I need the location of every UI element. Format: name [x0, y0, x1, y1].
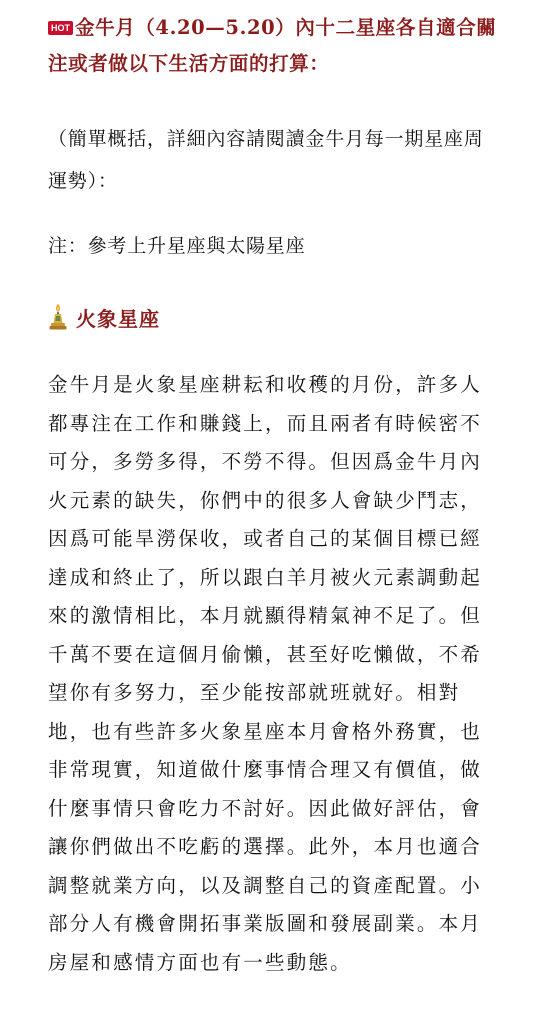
note-paragraph: 注：參考上升星座與太陽星座 — [48, 235, 306, 257]
headline-suffix: ）內十二星座各自適合關注或者做以下生活方面的打算： — [48, 16, 497, 75]
section-title-text: 火象星座 — [76, 306, 160, 331]
candle-flame-icon — [48, 303, 68, 331]
body-paragraph: 金牛月是火象星座耕耘和收穫的月份，許多人都專注在工作和賺錢上，而且兩者有時候密不可分，多勞多得，不勞不得。但因爲金牛月內火元素的缺失，你們中的很多人會缺少鬥志，因爲可能旱澇保收，或者自己的某個目標已經達成和終止了，所以跟白羊月被火元素調動起來的激情相比，本月就顯得精氣神不足了。但千萬不要在這個月偷懶，甚至好吃懶做，不希望你有多努力，至少能按部就班就好。相對地，也有些許多火象星座本月會格外務實，也非常現實，知道做什麼事情合理又有價值，做什麼事情只會吃力不討好。因此做好評估，會讓你們做出不吃虧的選擇。此外，本月也適合調整就業方向，以及調整自己的資產配置。小部分人有機會開拓事業版圖和發展副業。本月房屋和感情方面也有一些動態。 — [48, 373, 483, 974]
headline-date-range: 4.20—5.20 — [155, 16, 276, 39]
article-headline — [48, 10, 498, 82]
hot-badge: HOT — [48, 21, 73, 35]
section-title-fire-signs — [48, 296, 160, 338]
summary-paragraph: （簡單概括，詳細內容請閱讀金牛月每一期星座周運勢）： — [48, 128, 484, 192]
headline-prefix: 金牛月（ — [75, 16, 156, 39]
